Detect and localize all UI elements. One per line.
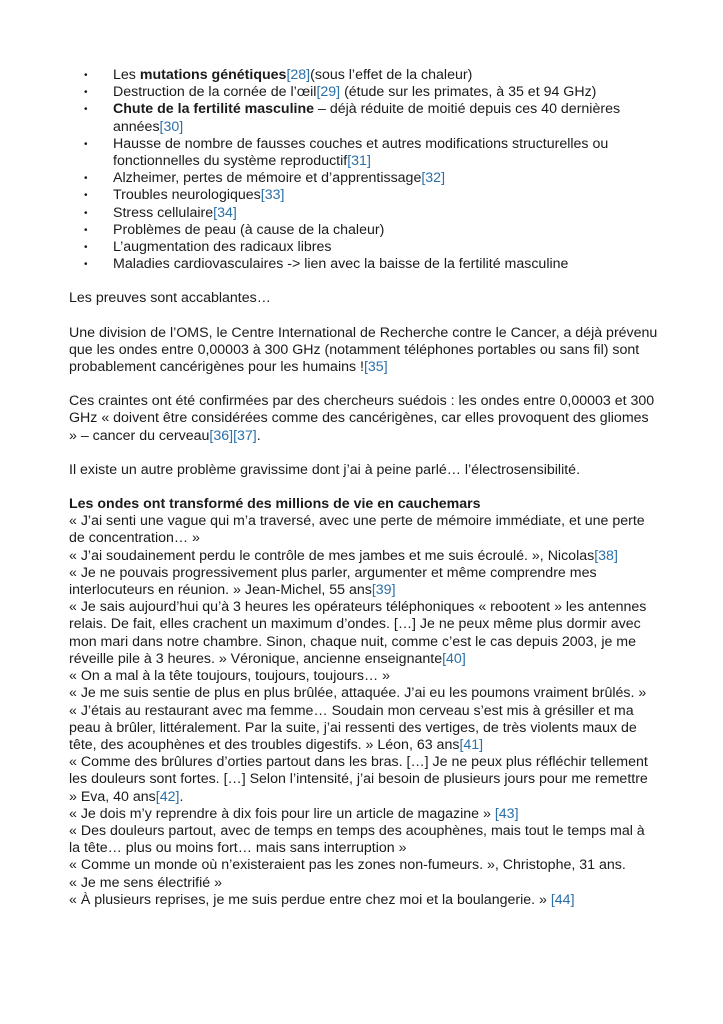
bullet-icon: • xyxy=(84,87,88,99)
bullet-icon: • xyxy=(84,173,88,185)
testimony-text: . xyxy=(179,788,184,805)
bullet-icon: • xyxy=(84,259,88,271)
testimony-text: « Je me suis sentie de plus en plus brûlée, attaquée. J’ai eu les poumons vraiment brûlés. » xyxy=(69,685,647,702)
list-item-text: (sous l’effet de la chaleur) xyxy=(310,67,473,83)
list-item xyxy=(69,187,659,204)
reference-link[interactable]: [37] xyxy=(233,427,257,444)
testimony xyxy=(69,599,659,668)
list-item-text: L’augmentation des radicaux libres xyxy=(113,239,332,256)
list-item xyxy=(69,222,659,239)
testimony-text: « Je dois m’y reprendre à dix fois pour lire un article de magazine » xyxy=(69,805,495,822)
testimony-text: « J’ai soudainement perdu le contrôle de mes jambes et me suis écroulé. », Nicolas xyxy=(69,547,595,564)
testimony-text: « On a mal à la tête toujours, toujours, toujours… » xyxy=(69,668,390,685)
reference-link[interactable]: [36] xyxy=(209,427,234,444)
testimony xyxy=(69,513,659,547)
testimony xyxy=(69,892,659,909)
reference-link[interactable]: [34] xyxy=(213,204,237,221)
testimony xyxy=(69,668,659,685)
list-item xyxy=(69,101,659,135)
list-item xyxy=(69,136,659,170)
reference-link[interactable]: [41] xyxy=(459,736,484,753)
testimony-text: « Je sais aujourd’hui qu’à 3 heures les opérateurs téléphoniques « rebootent » les antennes relais. De fait, elles crachent un maximum d’ondes. […] Je ne peux même plus dormir avec mon mari dans notre chambre. Sinon, chaque nuit, comme c’est le cas depuis 2003, je me réveille pile à 3 heures. » Véronique, ancienne enseignante xyxy=(69,599,647,667)
reference-link[interactable]: [38] xyxy=(594,547,618,564)
list-item-text: Les xyxy=(113,67,140,83)
testimony-text: « J’ai senti une vague qui m’a traversé, avec une perte de mémoire immédiate, et une perte de concentration… » xyxy=(69,513,645,547)
reference-link[interactable]: [33] xyxy=(260,187,285,204)
reference-link[interactable]: [32] xyxy=(421,170,446,187)
bullet-icon: • xyxy=(84,242,88,254)
list-item xyxy=(69,205,659,222)
bullet-icon: • xyxy=(84,224,88,236)
testimony-text: « Je me sens électrifié » xyxy=(69,874,222,891)
bullet-icon: • xyxy=(84,104,88,116)
testimony-text: « Je ne pouvais progressivement plus parler, argumenter et même comprendre mes interlocuteurs en réunion. » Jean-Michel, 55 ans xyxy=(69,564,597,599)
testimony xyxy=(69,703,659,755)
testimony xyxy=(69,875,659,892)
list-item-text: Stress cellulaire xyxy=(113,204,214,221)
reference-link[interactable]: [40] xyxy=(442,650,466,667)
testimony xyxy=(69,548,659,565)
paragraph-electrosensitivity: Il existe un autre problème gravissime dont j’ai à peine parlé… l’électrosensibilité. xyxy=(69,461,581,478)
paragraph-evidence: Les preuves sont accablantes… xyxy=(69,290,271,307)
reference-link[interactable]: [42] xyxy=(155,788,180,805)
testimony-text: « À plusieurs reprises, je me suis perdue entre chez moi et la boulangerie. » xyxy=(69,891,551,908)
bullet-icon: • xyxy=(84,138,88,150)
list-item-text: Chute de la fertilité masculine xyxy=(113,101,315,118)
list-item xyxy=(69,170,659,187)
reference-link[interactable]: [44] xyxy=(550,891,575,908)
paragraph-who: Une division de l’OMS, le Centre International de Recherche contre le Cancer, a déjà prévenu que les ondes entre 0,00003 à 300 GHz (notamment téléphones portables ou sans fil) sont probablement cancérigènes pour les humains ![35] xyxy=(69,324,658,376)
section-heading: Les ondes ont transformé des millions de vie en cauchemars xyxy=(69,496,481,513)
testimony-text: « Comme un monde où n’existeraient pas les zones non-fumeurs. », Christophe, 31 ans. xyxy=(69,857,626,874)
testimony xyxy=(69,857,659,874)
reference-link[interactable]: [31] xyxy=(347,153,371,170)
testimony-text: « Des douleurs partout, avec de temps en temps des acouphènes, mais tout le temps mal à la tête… plus ou moins fort… mais sans interruption » xyxy=(69,822,645,857)
testimonies xyxy=(69,513,659,909)
document-body xyxy=(69,67,659,909)
reference-link[interactable]: [39] xyxy=(371,582,396,599)
list-item xyxy=(69,67,659,84)
list-item-text: Destruction de la cornée de l’œil xyxy=(113,84,317,101)
list-item-text: mutations génétiques xyxy=(139,67,287,83)
list-item-text: Problèmes de peau (à cause de la chaleur) xyxy=(113,221,385,238)
list-item-text: Alzheimer, pertes de mémoire et d’apprentissage xyxy=(113,170,422,187)
list-item-text: Hausse de nombre de fausses couches et autres modifications structurelles ou fonctionnelles du système reproductif xyxy=(113,135,609,170)
bullet-icon: • xyxy=(84,70,88,81)
testimony-text: « J’étais au restaurant avec ma femme… Soudain mon cerveau s’est mis à grésiller et ma peau à brûler, littéralement. Par la suite, j’ai ressenti des vertiges, de très violents maux de tête, des acouphènes et des troubles digestifs. » Léon, 63 ans xyxy=(69,702,637,753)
list-item xyxy=(69,239,659,256)
reference-link[interactable]: [30] xyxy=(159,118,184,135)
list-item-text: Maladies cardiovasculaires -> lien avec la baisse de la fertilité masculine xyxy=(113,256,569,273)
reference-link[interactable]: [29] xyxy=(316,84,341,101)
list-item xyxy=(69,84,659,101)
testimony xyxy=(69,565,659,599)
reference-link[interactable]: [43] xyxy=(494,805,519,822)
testimony xyxy=(69,754,659,806)
paragraph-swedish-study: Ces craintes ont été confirmées par des chercheurs suédois : les ondes entre 0,00003 et 300 GHz « doivent être considérées comme des cancérigènes, car elles provoquent des gliomes » – cancer du cerveau[36][37]. xyxy=(69,393,655,444)
bullet-icon: • xyxy=(84,207,88,219)
bullet-icon: • xyxy=(84,190,88,202)
testimony xyxy=(69,685,659,702)
effects-list xyxy=(69,67,659,273)
list-item-text: – déjà réduite de moitié depuis ces 40 dernières années xyxy=(113,101,621,135)
list-item xyxy=(69,256,659,273)
list-item-text: Troubles neurologiques xyxy=(113,187,261,204)
reference-link[interactable]: [28] xyxy=(286,67,311,83)
list-item-text: (étude sur les primates, à 35 et 94 GHz) xyxy=(340,84,597,101)
testimony xyxy=(69,806,659,823)
reference-link[interactable]: [35] xyxy=(363,359,388,376)
testimony xyxy=(69,823,659,857)
testimony-text: « Comme des brûlures d’orties partout dans les bras. […] Je ne peux plus réfléchir tellement les douleurs sont fortes. […] Selon l’intensité, j’ai besoin de plusieurs jours pour me remettre » Eva, 40 ans xyxy=(69,754,648,805)
